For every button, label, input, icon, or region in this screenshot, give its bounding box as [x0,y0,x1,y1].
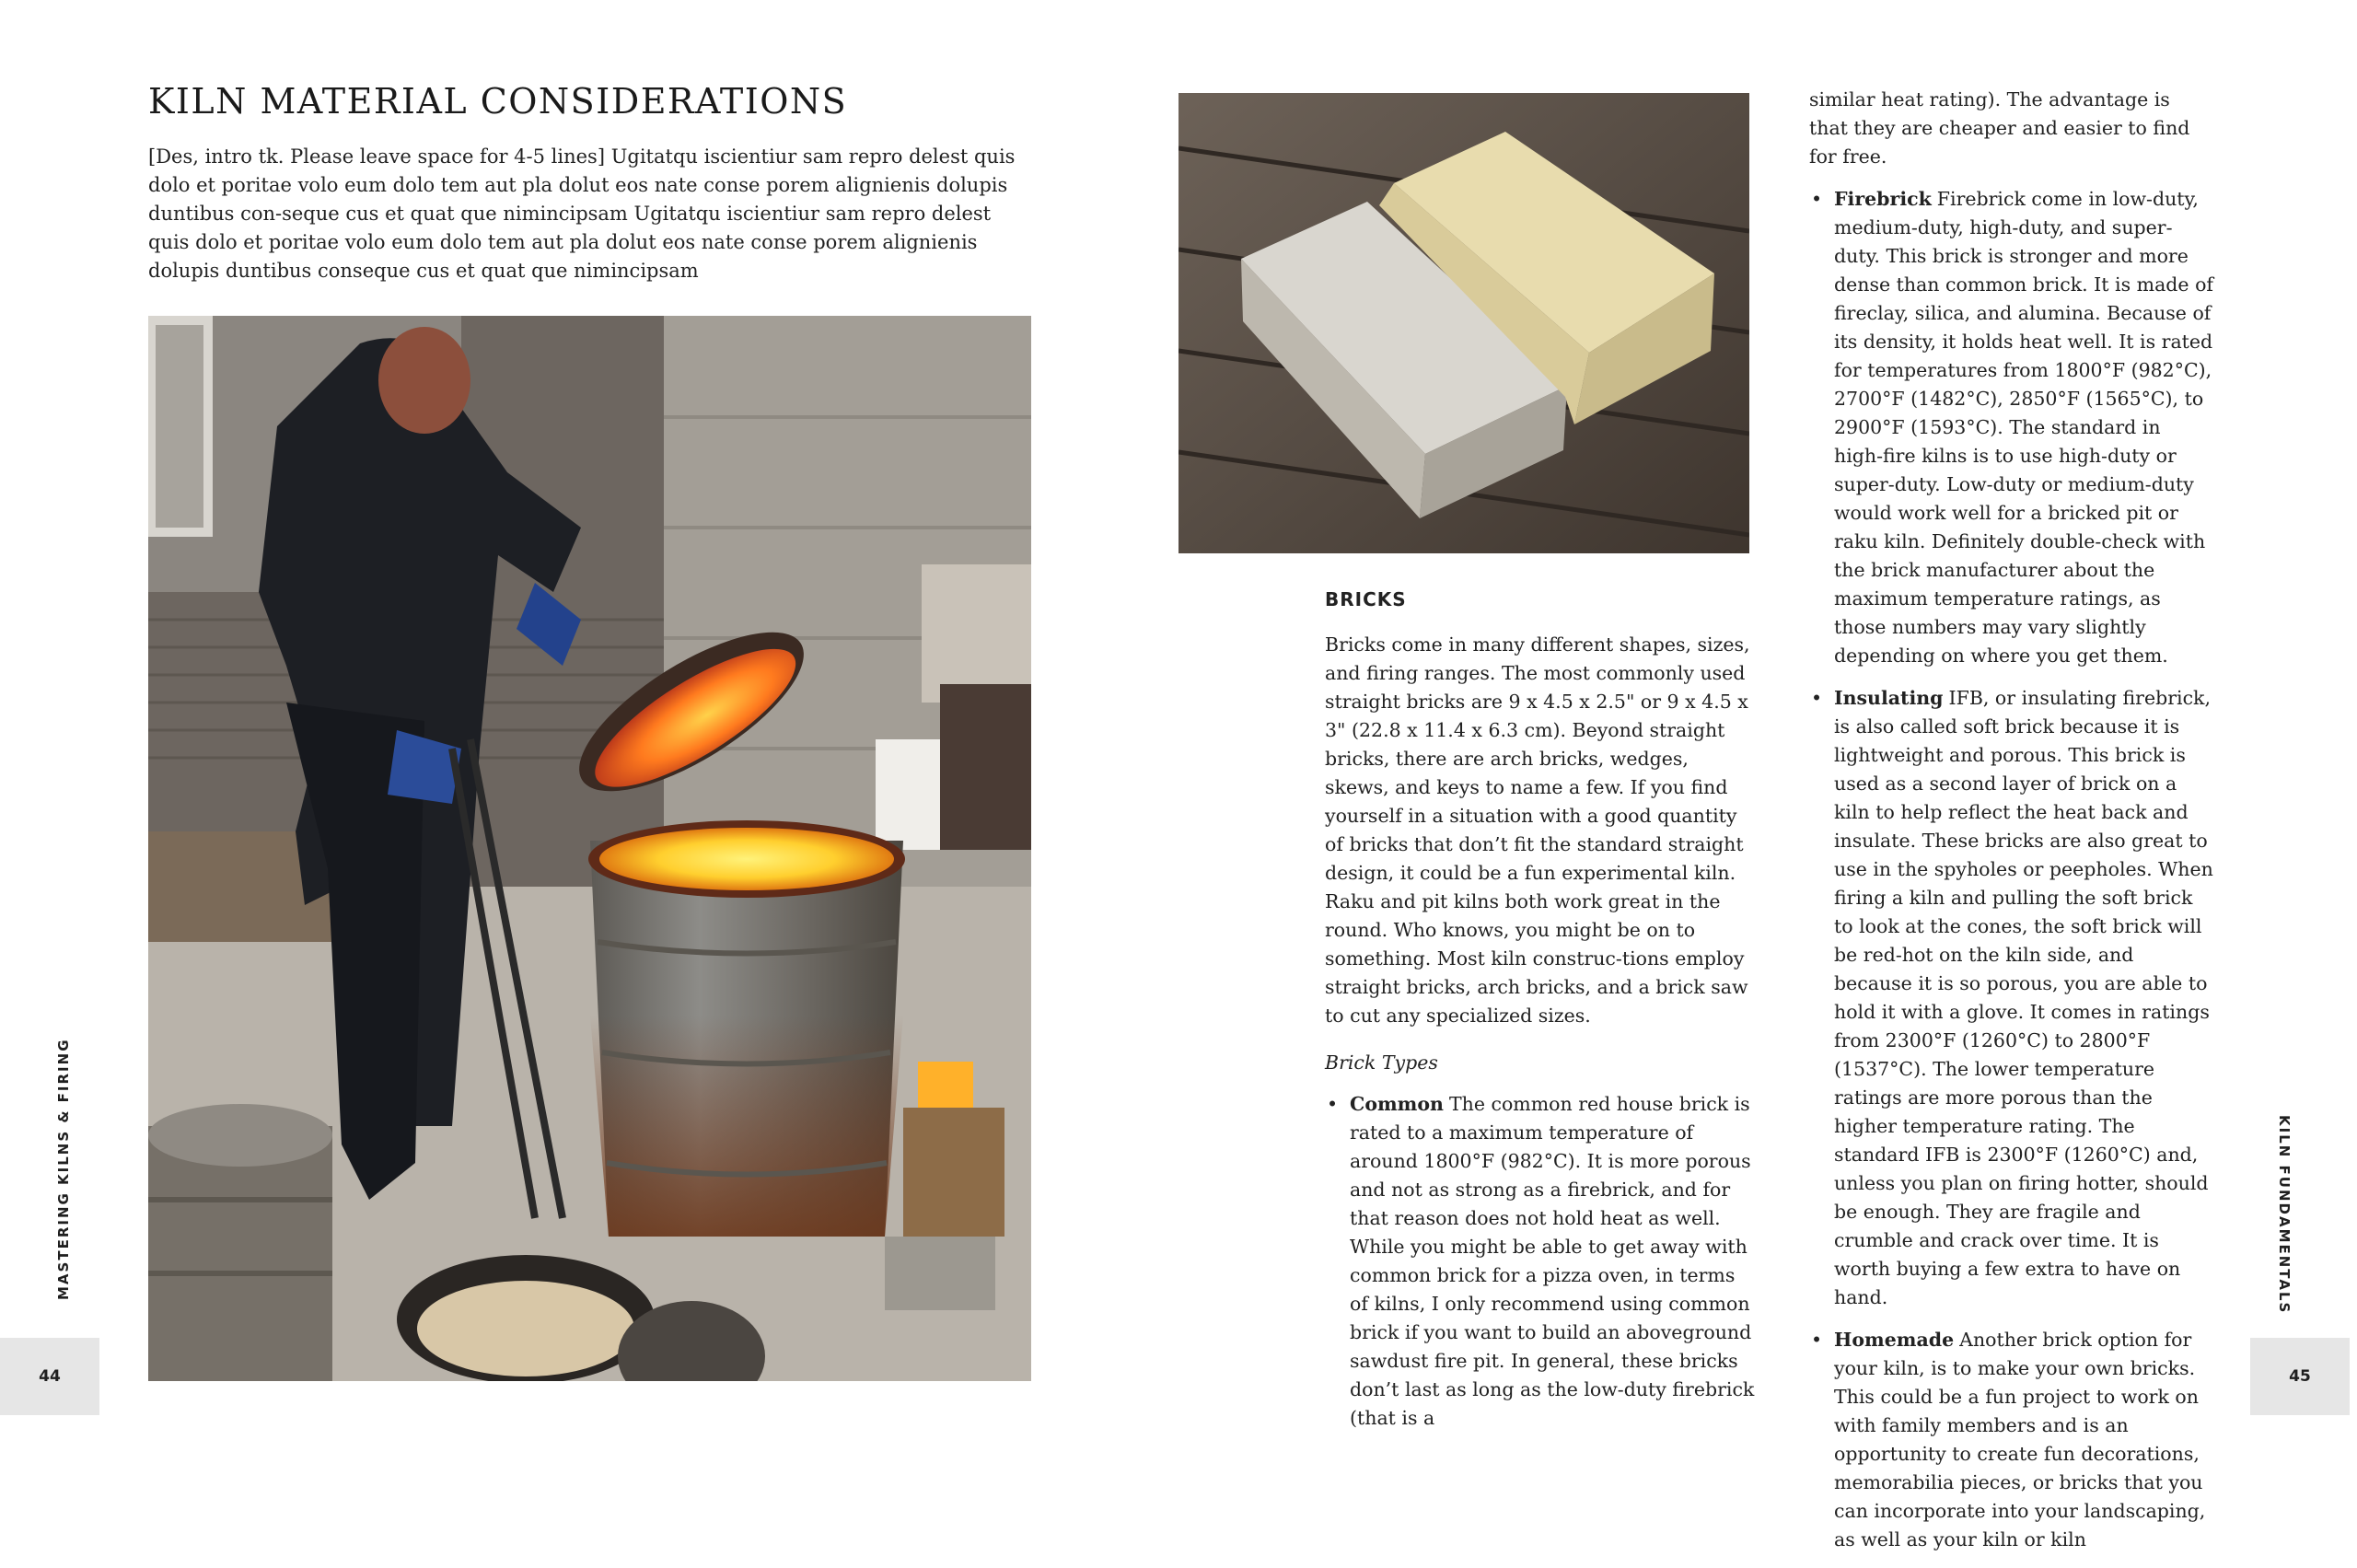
term-common: Common [1350,1093,1444,1115]
section-heading-bricks: BRICKS [1325,588,1407,610]
bricks-illustration [1178,93,1749,553]
list-item-firebrick [1809,185,2214,670]
bullet: • [1811,1329,1823,1351]
bullet: • [1811,188,1823,210]
bricks-photo [1178,93,1749,553]
list-item-homemade [1809,1326,2214,1554]
raku-kiln-photo [148,316,1031,1381]
raku-kiln-illustration [148,316,1031,1381]
brick-types-list-continued [1809,185,2214,1554]
page-number-right: 45 [2250,1338,2350,1415]
text-homemade: Another brick option for your kiln, is to make your own bricks. This could be a fun project to work on with family members and is an opportunity to create fun decorations, memorabilia pieces, or bricks that you can incorporate into your landscaping, as well as your kiln or kiln [1834,1329,2206,1551]
page-number-left: 44 [0,1338,99,1415]
subheading-brick-types: Brick Types [1325,1051,1438,1074]
term-firebrick: Firebrick [1834,188,1932,210]
running-head-right: KILN FUNDAMENTALS [2276,1115,2293,1315]
bullet: • [1327,1093,1339,1115]
list-item-insulating [1809,684,2214,1312]
common-continued: similar heat rating). The advantage is that they are cheaper and easier to find for free. [1809,88,2190,168]
intro-paragraph: [Des, intro tk. Please leave space for 4-5 lines] Ugitatqu iscientiur sam repro delest quis dolo et poritae volo eum dolo tem aut pla dolut eos nate conse porem alignienis dolupis duntibus con-seque cus et quat que nimincipsam Ugitatqu iscientiur sam repro delest quis dolo et poritae volo eum dolo tem aut pla dolut eos nate conse porem alignienis dolupis duntibus conseque cus et quat que nimincipsam [148,145,1016,282]
text-firebrick: Firebrick come in low-duty, medium-duty, high-duty, and super-duty. This brick is stronger and more dense than common brick. It is made of fireclay, silica, and alumina. Because of its density, it holds heat well. It is rated for temperatures from 1800°F (982°C), 2700°F (1482°C), 2850°F (1565°C), to 2900°F (1593°C). The standard in high-fire kilns is to use high-duty or super-duty. Low-duty or medium-duty would work well for a bricked pit or raku kiln. Definitely double-check with the brick manufacturer about the maximum temperature ratings, as those numbers may vary slightly depending on where you get them. [1834,188,2213,667]
brick-types-continued [1809,86,2214,1568]
running-head-left: MASTERING KILNS & FIRING [55,1038,72,1300]
term-homemade: Homemade [1834,1329,1955,1351]
text-common: The common red house brick is rated to a maximum temperature of around 1800°F (982°C). It is more porous and not as strong as a firebrick, and for that reason does not hold heat as well. While you might be able to get away with common brick for a pizza oven, in terms of kilns, I only recommend using common brick if you want to build an aboveground sawdust fire pit. In general, these bricks don’t last as long as the low-duty firebrick (that is a [1350,1093,1755,1429]
term-insulating: Insulating [1834,687,1944,709]
bricks-section [1325,586,1758,1446]
page-title: KILN MATERIAL CONSIDERATIONS [148,81,848,122]
list-item-common [1325,1090,1758,1433]
brick-types-list [1325,1090,1758,1433]
bullet: • [1811,687,1823,709]
bricks-body: Bricks come in many different shapes, sizes, and firing ranges. The most commonly used straight bricks are 9 x 4.5 x 2.5" or 9 x 4.5 x 3" (22.8 x 11.4 x 6.3 cm). Beyond straight bricks, there are arch bricks, wedges, skews, and keys to name a few. If you find yourself in a situation with a good quantity of bricks that don’t fit the standard straight design, it could be a fun experimental kiln. Raku and pit kilns both work great in the round. Who knows, you might be on to something. Most kiln construc-tions employ straight bricks, arch bricks, and a brick saw to cut any specialized sizes. [1325,633,1750,1027]
text-insulating: IFB, or insulating firebrick, is also called soft brick because it is lightweight and porous. This brick is used as a second layer of brick on a kiln to help reflect the heat back and insulate. These bricks are also great to use in the spyholes or peepholes. When firing a kiln and pulling the soft brick to look at the cones, the soft brick will be red-hot on the kiln side, and because it is so porous, you are able to hold it with a glove. It comes in ratings from 2300°F (1260°C) to 2800°F (1537°C). The lower temperature ratings are more porous than the higher temperature rating. The standard IFB is 2300°F (1260°C) and, unless you plan on firing hotter, should be enough. They are fragile and crumble and crack over time. It is worth buying a few extra to have on hand. [1834,687,2213,1308]
